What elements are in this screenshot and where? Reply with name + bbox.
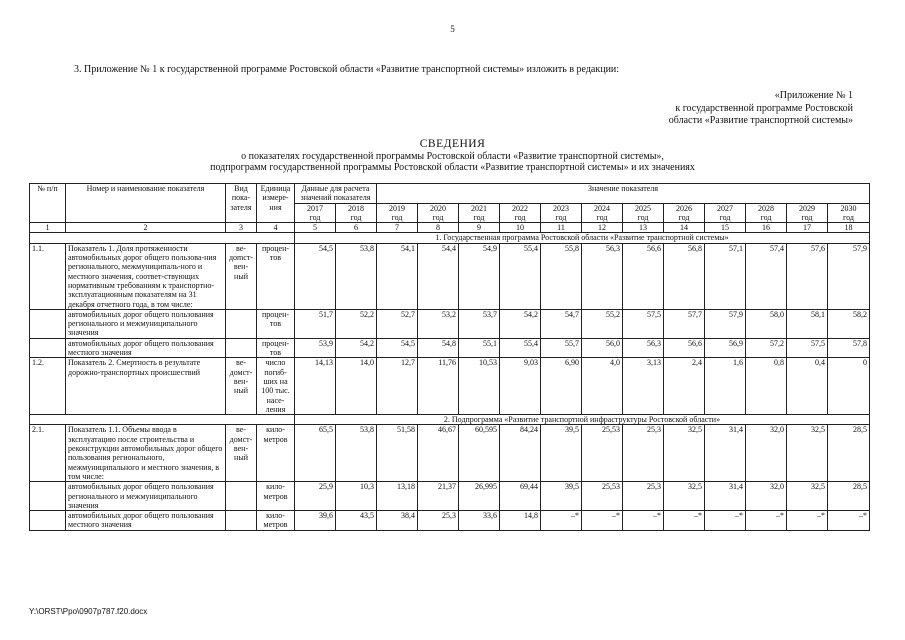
indicator-value: 58,2: [828, 309, 870, 338]
header-unit: Единица измере-ния: [257, 184, 295, 223]
year-label: 2026: [676, 203, 692, 213]
indicator-value: 54,9: [459, 243, 500, 309]
indicator-value: 53,8: [336, 243, 377, 309]
indicator-value: 43,5: [336, 511, 377, 531]
header-no: № п/п: [30, 184, 66, 223]
indicator-value: 25,3: [623, 482, 664, 511]
year-suffix: год: [350, 212, 362, 222]
indicator-value: 58,0: [746, 309, 787, 338]
indicator-value: 31,4: [705, 425, 746, 482]
indicators-table: [29, 183, 870, 531]
year-suffix: год: [719, 212, 731, 222]
year-suffix: год: [596, 212, 608, 222]
indicator-value: 25,53: [582, 425, 623, 482]
indicator-value: 55,8: [541, 243, 582, 309]
column-number: 2: [66, 223, 226, 233]
row-number: 1.2.: [30, 358, 66, 415]
column-number: 7: [377, 223, 418, 233]
indicator-unit: кило-метров: [257, 482, 295, 511]
indicator-value: 25,3: [418, 511, 459, 531]
indicator-value: –*: [582, 511, 623, 531]
indicator-value: 26,995: [459, 482, 500, 511]
column-number: 6: [336, 223, 377, 233]
year-suffix: год: [555, 212, 567, 222]
table-row: [30, 309, 870, 338]
column-number: 14: [664, 223, 705, 233]
indicator-value: 32,0: [746, 482, 787, 511]
header-year: [500, 203, 541, 223]
indicator-value: 54,2: [336, 338, 377, 358]
indicator-name: автомобильных дорог общего пользования местного значения: [66, 511, 226, 531]
indicator-value: 6,90: [541, 358, 582, 415]
column-number: 18: [828, 223, 870, 233]
indicator-type: ве-домст-вен-ный: [226, 358, 257, 415]
year-suffix: год: [801, 212, 813, 222]
column-number: 11: [541, 223, 582, 233]
year-label: 2024: [594, 203, 610, 213]
indicator-value: 0,8: [746, 358, 787, 415]
indicator-value: 32,5: [664, 482, 705, 511]
indicator-value: 53,2: [418, 309, 459, 338]
indicator-value: –*: [541, 511, 582, 531]
indicator-value: 25,3: [623, 425, 664, 482]
column-number: 8: [418, 223, 459, 233]
indicator-value: 69,44: [500, 482, 541, 511]
indicator-value: 54,7: [541, 309, 582, 338]
indicator-value: 54,5: [377, 338, 418, 358]
indicator-value: 1,6: [705, 358, 746, 415]
indicator-value: 58,1: [787, 309, 828, 338]
indicator-value: 14,8: [500, 511, 541, 531]
indicator-value: –*: [787, 511, 828, 531]
table-row: [30, 511, 870, 531]
column-number: 9: [459, 223, 500, 233]
year-suffix: год: [514, 212, 526, 222]
indicator-value: 4,0: [582, 358, 623, 415]
header-year: [418, 203, 459, 223]
indicator-value: 57,5: [623, 309, 664, 338]
section-spacer: [30, 233, 295, 243]
indicator-unit: число погиб-ших на 100 тыс. насе-ления: [257, 358, 295, 415]
indicator-value: 3,13: [623, 358, 664, 415]
table-row: [30, 482, 870, 511]
section-spacer: [30, 415, 295, 425]
indicator-value: 52,2: [336, 309, 377, 338]
indicator-value: 0,4: [787, 358, 828, 415]
indicator-name: Показатель 2. Смертность в результате дорожно-транспортных происшествий: [66, 358, 226, 415]
indicator-value: 39,6: [295, 511, 336, 531]
year-label: 2020: [430, 203, 446, 213]
indicator-value: –*: [746, 511, 787, 531]
year-label: 2029: [799, 203, 815, 213]
indicator-value: –*: [623, 511, 664, 531]
column-number: 17: [787, 223, 828, 233]
indicator-value: 14,13: [295, 358, 336, 415]
indicator-value: 60,595: [459, 425, 500, 482]
indicator-value: 21,37: [418, 482, 459, 511]
column-number: 13: [623, 223, 664, 233]
year-label: 2023: [553, 203, 569, 213]
year-label: 2018: [348, 203, 364, 213]
indicator-value: 10,3: [336, 482, 377, 511]
header-year: [459, 203, 500, 223]
indicator-value: 55,2: [582, 309, 623, 338]
indicator-value: 25,9: [295, 482, 336, 511]
header-name: Номер и наименование показателя: [66, 184, 226, 223]
header-type: Вид пока-зателя: [226, 184, 257, 223]
column-number: 16: [746, 223, 787, 233]
header-year: [746, 203, 787, 223]
indicator-value: 54,5: [295, 243, 336, 309]
indicator-value: 56,6: [623, 243, 664, 309]
table-row: [30, 338, 870, 358]
row-number: [30, 338, 66, 358]
row-number: 2.1.: [30, 425, 66, 482]
indicator-value: 33,6: [459, 511, 500, 531]
column-number: 12: [582, 223, 623, 233]
indicator-type: [226, 338, 257, 358]
indicator-name: автомобильных дорог общего пользования регионального и межмуниципального значения: [66, 482, 226, 511]
header-year: [295, 203, 336, 223]
indicator-value: –*: [705, 511, 746, 531]
indicator-value: 51,58: [377, 425, 418, 482]
indicator-value: 57,2: [746, 338, 787, 358]
table-row: [30, 425, 870, 482]
section-row: [30, 233, 870, 243]
indicator-value: 10,53: [459, 358, 500, 415]
indicator-value: 57,9: [705, 309, 746, 338]
indicator-value: 28,5: [828, 482, 870, 511]
indicator-type: ве-домст-вен-ный: [226, 425, 257, 482]
header-row: [30, 184, 870, 204]
indicator-name: Показатель 1.1. Объемы ввода в эксплуатацию после строительства и реконструкции автомобильных дорог общего пользования регионального, межмуниципального и местного значения, в том числе:: [66, 425, 226, 482]
year-label: 2021: [471, 203, 487, 213]
table-row: [30, 358, 870, 415]
header-year: [828, 203, 870, 223]
year-label: 2027: [717, 203, 733, 213]
indicator-value: 2,4: [664, 358, 705, 415]
header-year: [541, 203, 582, 223]
year-suffix: год: [391, 212, 403, 222]
indicator-value: 55,7: [541, 338, 582, 358]
appendix-line: к государственной программе Ростовской: [675, 102, 853, 114]
title-main: СВЕДЕНИЯ: [419, 138, 486, 150]
indicator-value: 54,1: [377, 243, 418, 309]
year-label: 2017: [307, 203, 323, 213]
header-values: Значение показателя: [377, 184, 870, 204]
year-label: 2030: [840, 203, 857, 213]
indicator-value: 38,4: [377, 511, 418, 531]
indicator-value: 57,6: [787, 243, 828, 309]
row-number: [30, 482, 66, 511]
indicator-value: 56,8: [664, 243, 705, 309]
indicator-value: 57,7: [664, 309, 705, 338]
row-number: [30, 309, 66, 338]
indicator-unit: кило-метров: [257, 425, 295, 482]
header-year: [377, 203, 418, 223]
indicator-value: 53,9: [295, 338, 336, 358]
header-year: [664, 203, 705, 223]
indicator-value: 32,5: [787, 482, 828, 511]
indicator-value: 14,0: [336, 358, 377, 415]
section-row: [30, 415, 870, 425]
indicator-value: 54,4: [418, 243, 459, 309]
table-row: [30, 243, 870, 309]
indicator-value: 56,6: [664, 338, 705, 358]
indicator-value: 13,18: [377, 482, 418, 511]
year-label: 2028: [758, 203, 774, 213]
column-number-row: [30, 223, 870, 233]
indicator-value: 55,4: [500, 243, 541, 309]
indicator-value: 54,2: [500, 309, 541, 338]
indicator-value: 39,5: [541, 425, 582, 482]
indicator-name: автомобильных дорог общего пользования местного значения: [66, 338, 226, 358]
header-year: [582, 203, 623, 223]
header-year: [787, 203, 828, 223]
year-label: 2019: [389, 203, 405, 213]
indicator-value: 57,4: [746, 243, 787, 309]
indicator-value: 51,7: [295, 309, 336, 338]
indicator-value: –*: [664, 511, 705, 531]
year-suffix: год: [843, 212, 854, 222]
year-suffix: год: [473, 212, 485, 222]
indicator-value: 11,76: [418, 358, 459, 415]
indicator-type: [226, 309, 257, 338]
indicator-unit: процен-тов: [257, 338, 295, 358]
indicator-value: 65,5: [295, 425, 336, 482]
row-number: 1.1.: [30, 243, 66, 309]
indicator-value: 0: [828, 358, 870, 415]
header-year: [623, 203, 664, 223]
indicator-value: 84,24: [500, 425, 541, 482]
indicator-value: 32,0: [746, 425, 787, 482]
section-title: 2. Подпрограмма «Развитие транспортной инфраструктуры Ростовской области»: [295, 415, 870, 425]
section-title: 1. Государственная программа Ростовской области «Развитие транспортной системы»: [295, 233, 870, 243]
indicator-value: 57,1: [705, 243, 746, 309]
column-number: 15: [705, 223, 746, 233]
year-suffix: год: [309, 212, 321, 222]
indicator-value: 39,5: [541, 482, 582, 511]
indicator-value: 55,4: [500, 338, 541, 358]
indicator-value: 9,03: [500, 358, 541, 415]
file-path-footer: Y:\ORST\Ppo\0907p787.f20.docx: [29, 607, 148, 616]
indicator-value: 52,7: [377, 309, 418, 338]
row-number: [30, 511, 66, 531]
column-number: 5: [295, 223, 336, 233]
indicator-unit: процен-тов: [257, 243, 295, 309]
indicator-value: 31,4: [705, 482, 746, 511]
year-suffix: год: [637, 212, 649, 222]
column-number: 4: [257, 223, 295, 233]
title-line: подпрограмм государственной программы Ростовской области «Развитие транспортной системы» и их значениях: [210, 162, 695, 173]
header-year: [705, 203, 746, 223]
indicator-value: 53,7: [459, 309, 500, 338]
document-title: [0, 139, 905, 174]
indicator-value: 56,0: [582, 338, 623, 358]
indicator-type: [226, 511, 257, 531]
appendix-line: области «Развитие транспортной системы»: [668, 115, 853, 126]
indicator-type: ве-дomст-вен-ный: [226, 243, 257, 309]
indicator-unit: процен-тов: [257, 309, 295, 338]
indicator-value: 25,53: [582, 482, 623, 511]
appendix-header: [533, 90, 853, 128]
indicator-value: 32,5: [787, 425, 828, 482]
column-number: 1: [30, 223, 66, 233]
indicator-name: автомобильных дорог общего пользования регионального и межмуниципального значения: [66, 309, 226, 338]
indicator-type: [226, 482, 257, 511]
indicator-value: 57,8: [828, 338, 870, 358]
indicator-value: 57,5: [787, 338, 828, 358]
year-suffix: год: [678, 212, 690, 222]
indicator-unit: кило-метров: [257, 511, 295, 531]
indicator-value: 55,1: [459, 338, 500, 358]
year-label: 2022: [512, 203, 528, 213]
indicator-value: 56,9: [705, 338, 746, 358]
indicator-value: 28,5: [828, 425, 870, 482]
header-year: [336, 203, 377, 223]
header-base-data: Данные для расчета значений показателя: [295, 184, 377, 204]
indicator-value: 53,8: [336, 425, 377, 482]
appendix-line: «Приложение № 1: [774, 90, 853, 101]
indicator-value: 56,3: [582, 243, 623, 309]
indicator-value: 54,8: [418, 338, 459, 358]
year-label: 2025: [635, 203, 651, 213]
year-suffix: год: [760, 212, 772, 222]
indicator-value: 57,9: [828, 243, 870, 309]
page-number: 5: [450, 24, 455, 34]
indicator-value: 32,5: [664, 425, 705, 482]
indicator-value: –*: [828, 511, 870, 531]
indicator-name: Показатель 1. Доля протяженности автомобильных дорог общего пользова-ния регионального, межмуниципаль-ного и местного значения, соответ-ствующих нормативным требованиям к транспортно-эксплуатационным показателям на 31 декабря отчетного года, в том числе:: [66, 243, 226, 309]
title-line: о показателях государственной программы Ростовской области «Развитие транспортной системы»,: [241, 150, 664, 162]
indicator-value: 12,7: [377, 358, 418, 415]
column-number: 3: [226, 223, 257, 233]
year-suffix: год: [432, 212, 444, 222]
indicator-value: 46,67: [418, 425, 459, 482]
intro-paragraph: 3. Приложение № 1 к государственной программе Ростовской области «Развитие транспортной системы» изложить в редакции:: [74, 64, 620, 75]
column-number: 10: [500, 223, 541, 233]
indicator-value: 56,3: [623, 338, 664, 358]
